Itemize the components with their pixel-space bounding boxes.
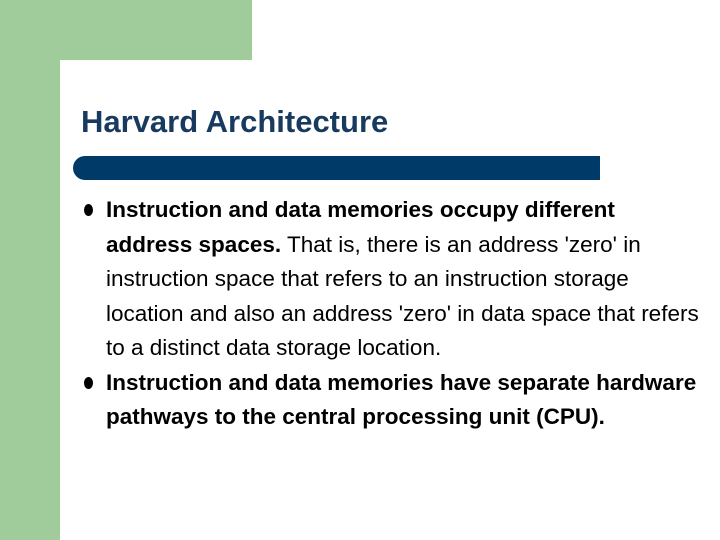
bullet-list bbox=[84, 193, 704, 435]
bullet-dot-icon bbox=[84, 377, 93, 389]
bullet-bold-text: Instruction and data memories occupy different address spaces. bbox=[106, 197, 615, 257]
accent-bar-top bbox=[0, 0, 252, 60]
bullet-item bbox=[84, 366, 704, 435]
accent-bar-left bbox=[0, 0, 60, 540]
bullet-item bbox=[84, 193, 704, 366]
bullet-bold-text: Instruction and data memories have separate hardware pathways to the central processing unit (CPU). bbox=[106, 369, 697, 429]
bullet-text: That is, there is an address 'zero' in instruction space that refers to an instruction storage location and also an address 'zero' in data space that refers to a distinct data storage location. bbox=[106, 231, 699, 360]
bullet-dot-icon bbox=[84, 204, 93, 216]
title-underline-bar bbox=[73, 156, 600, 180]
slide-title: Harvard Architecture bbox=[81, 104, 389, 139]
